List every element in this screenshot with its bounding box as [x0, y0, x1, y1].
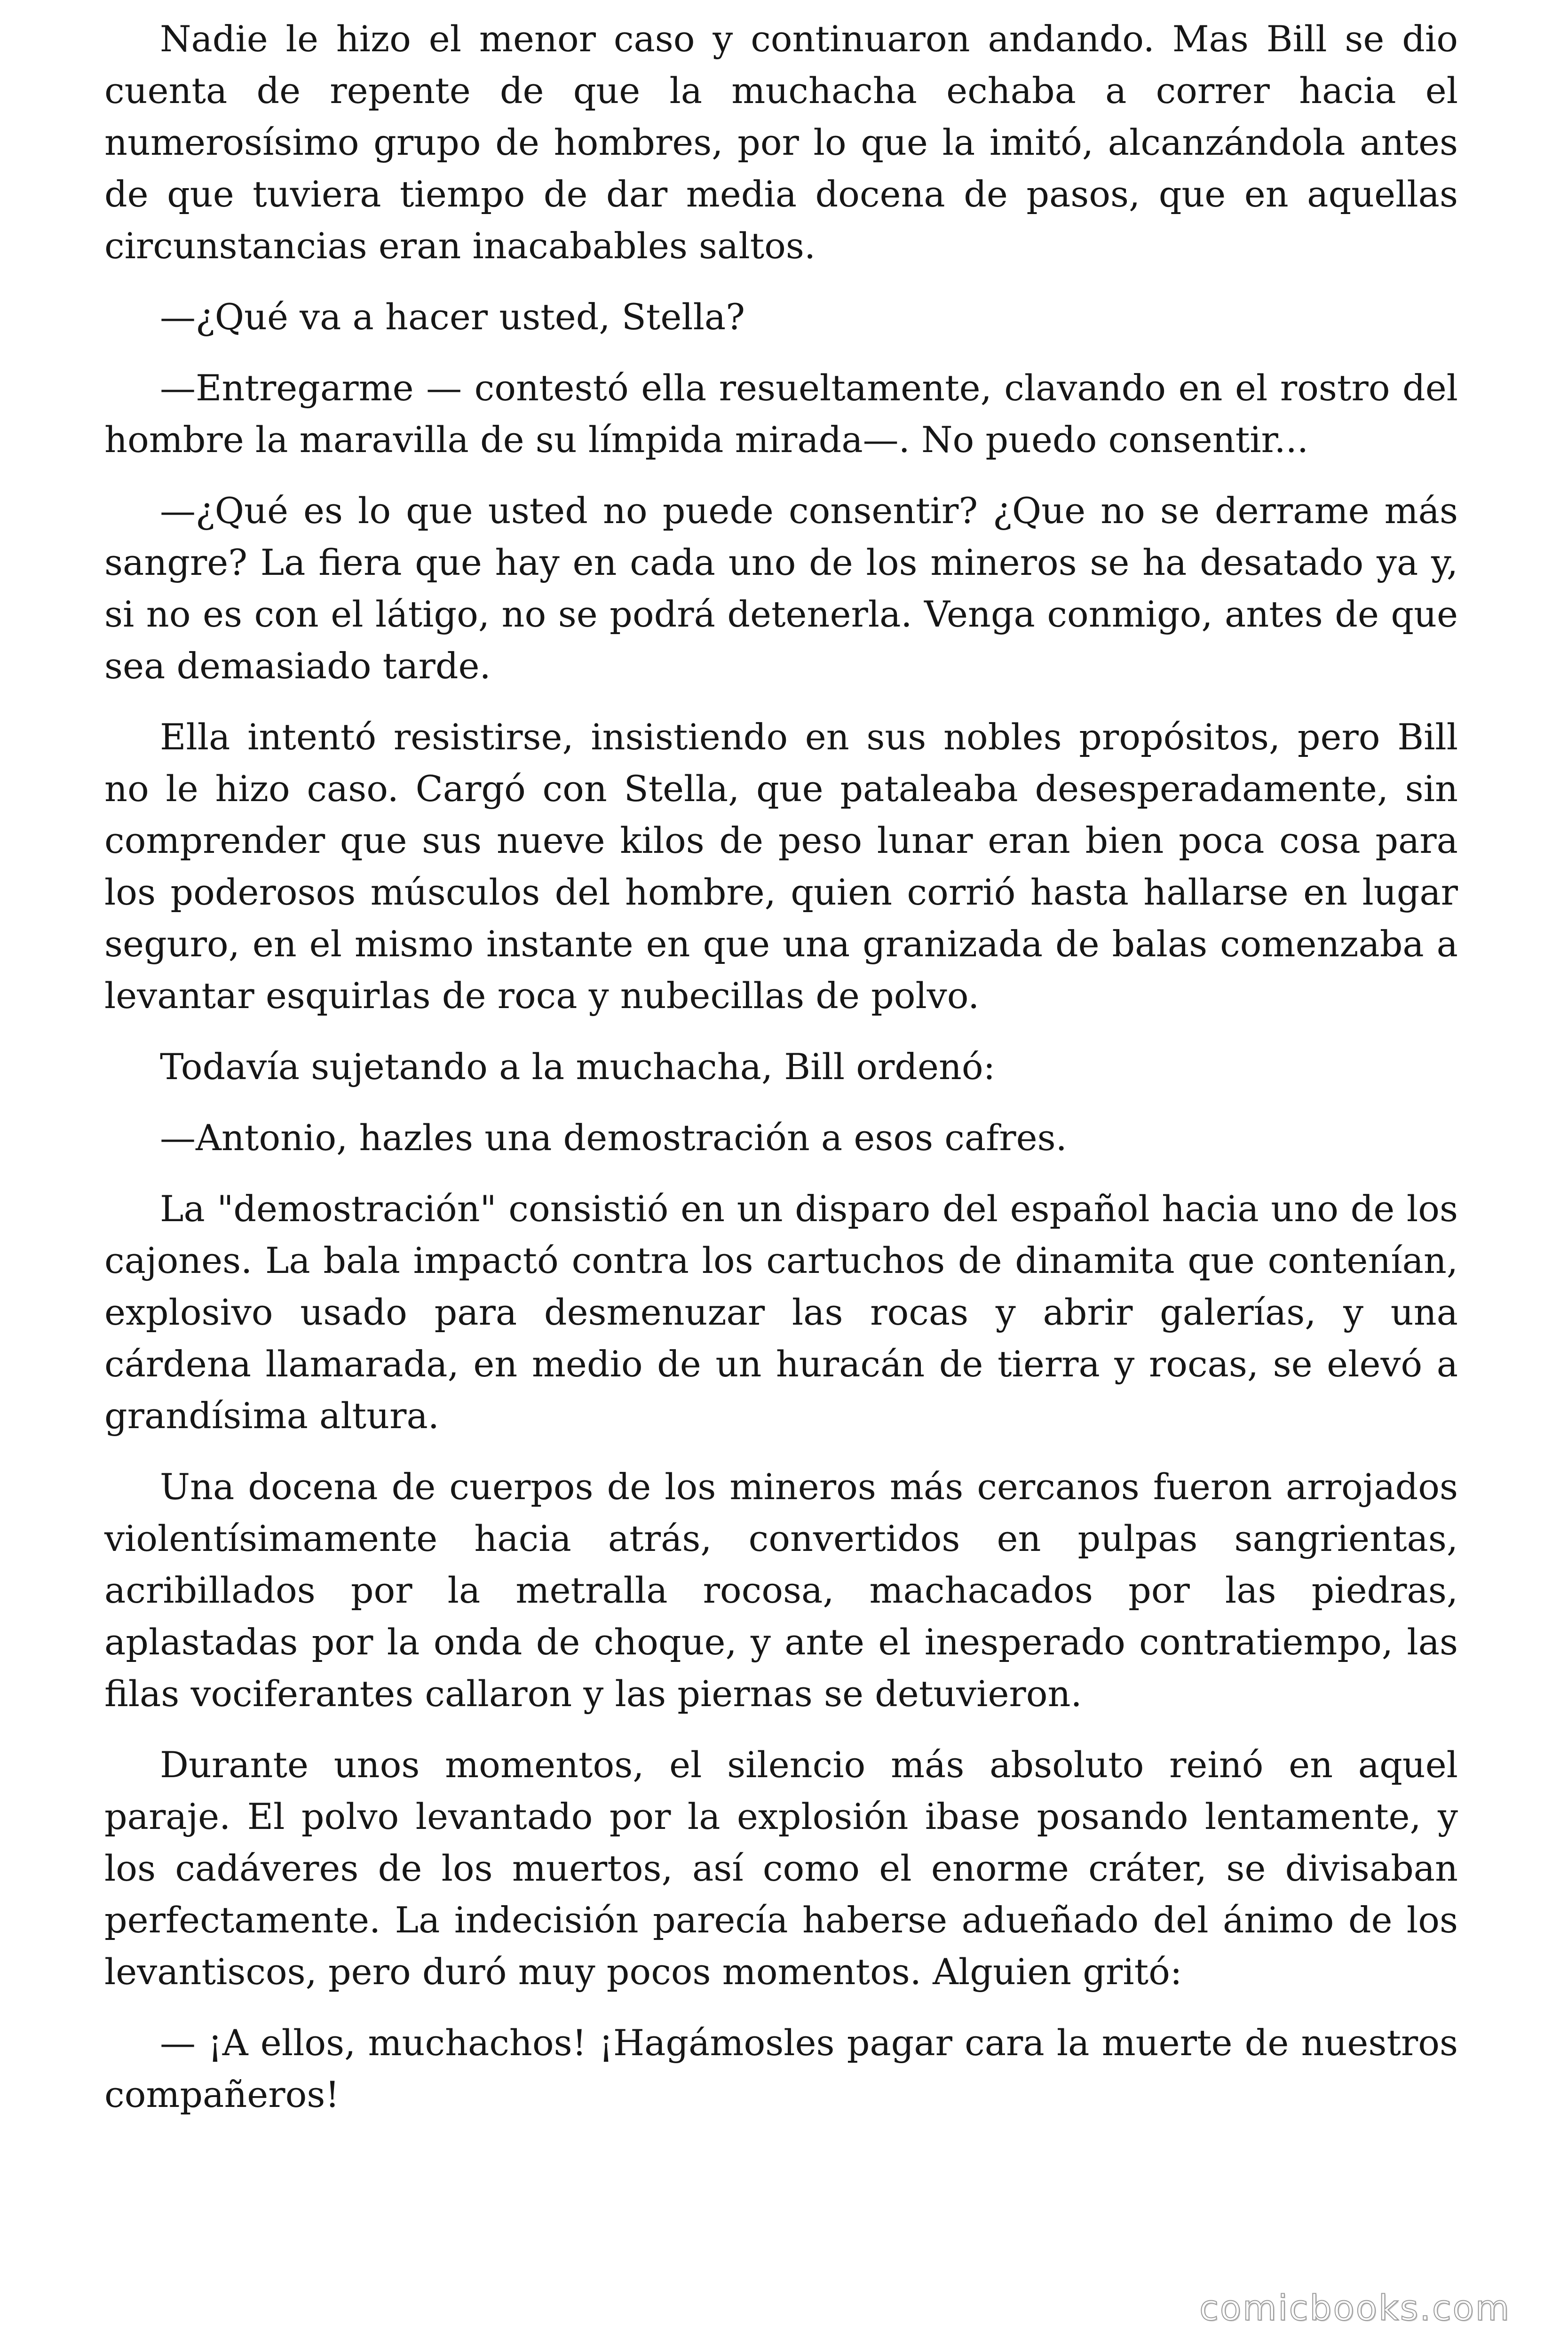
paragraph-10: Durante unos momentos, el silencio más absoluto reinó en aquel paraje. El polvo levantado por la explosión ibase posando lentamente, y los cadáveres de los muertos, así como el enorme cráter, se divisaban perfectamente. La indecisión parecía haberse adueñado del ánimo de los levantiscos, pero duró muy pocos momentos. Alguien gritó: [104, 1744, 1458, 1993]
text-column [104, 13, 1458, 2140]
paragraph-1: Nadie le hizo el menor caso y continuaron andando. Mas Bill se dio cuenta de repente de que la muchacha echaba a correr hacia el numerosísimo grupo de hombres, por lo que la imitó, alcanzándola antes de que tuviera tiempo de dar media docena de pasos, que en aquellas circunstancias eran inacabables saltos. [104, 18, 1458, 267]
paragraph-9: Una docena de cuerpos de los mineros más cercanos fueron arrojados violentísimamente hacia atrás, convertidos en pulpas sangrientas, acribillados por la metralla rocosa, machacados por las piedras, aplastadas por la onda de choque, y ante el inesperado contratiempo, las filas vociferantes callaron y las piernas se detuvieron. [104, 1466, 1458, 1715]
watermark: comicbooks.com [1199, 2288, 1511, 2328]
paragraph-5: Ella intentó resistirse, insistiendo en sus nobles propósitos, pero Bill no le hizo caso. Cargó con Stella, que pataleaba desesperadamente, sin comprender que sus nueve kilos de peso lunar eran bien poca cosa para los poderosos músculos del hombre, quien corrió hasta hallarse en lugar seguro, en el mismo instante en que una granizada de balas comenzaba a levantar esquirlas de roca y nubecillas de polvo. [104, 716, 1458, 1017]
paragraph-4: —¿Qué es lo que usted no puede consentir? ¿Que no se derrame más sangre? La fiera que hay en cada uno de los mineros se ha desatado ya y, si no es con el látigo, no se podrá detenerla. Venga conmigo, antes de que sea demasiado tarde. [104, 490, 1458, 687]
paragraph-8: La "demostración" consistió en un disparo del español hacia uno de los cajones. La bala impactó contra los cartuchos de dinamita que contenían, explosivo usado para desmenuzar las rocas y abrir galerías, y una cárdena llamarada, en medio de un huracán de tierra y rocas, se elevó a grandísima altura. [104, 1188, 1458, 1437]
paragraph-11: — ¡A ellos, muchachos! ¡Hagámosles pagar cara la muerte de nuestros compañeros! [104, 2022, 1458, 2115]
paragraph-3: —Entregarme — contestó ella resueltamente, clavando en el rostro del hombre la maravilla de su límpida mirada—. No puedo consentir... [104, 367, 1458, 461]
paragraph-7: —Antonio, hazles una demostración a esos cafres. [160, 1117, 1067, 1159]
paragraph-2: —¿Qué va a hacer usted, Stella? [160, 296, 745, 338]
paragraph-6: Todavía sujetando a la muchacha, Bill ordenó: [160, 1046, 996, 1088]
